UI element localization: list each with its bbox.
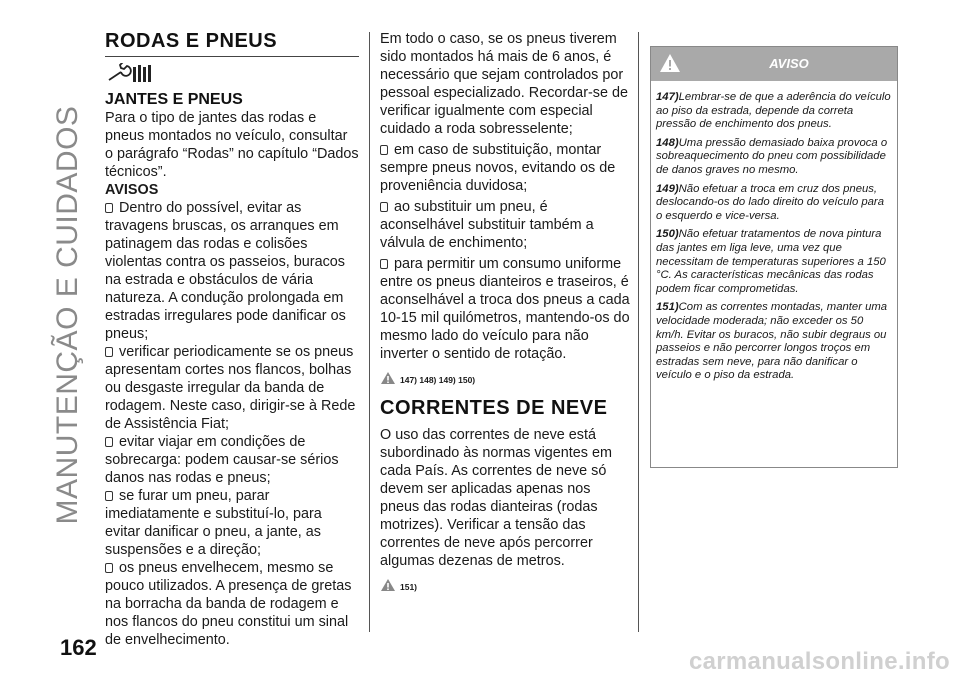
page-number: 162 — [60, 635, 97, 660]
list-item: os pneus envelhecem, mesmo se pouco utilizados. A presença de gretas na borracha da banda de rodagem e nos flancos do pneu constitui um sinal de envelhecimento. — [105, 560, 352, 648]
intro-paragraph: Para o tipo de jantes das rodas e pneus montados no veículo, consultar o parágrafo “Rodas” no capítulo “Dados técnicos”. — [105, 110, 359, 180]
column-middle — [380, 30, 630, 592]
list-item: se furar um pneu, parar imediatamente e substituí-lo, para evitar danificar o pneu, a jante, as suspensões e a direção; — [105, 488, 322, 558]
watermark: carmanualsonline.info — [688, 648, 950, 675]
list-item: em caso de substituição, montar sempre pneus novos, evitando os de proveniência duvidosa; — [380, 142, 616, 194]
section-title: RODAS E PNEUS — [105, 30, 359, 57]
bullet-icon — [105, 437, 113, 447]
column-divider — [638, 32, 639, 632]
list-item: para permitir um consumo uniforme entre os pneus dianteiros e traseiros, é aconselhável a troca dos pneus a cada 10-15 mil quilómetros, mantendo-os do mesmo lado do veículo para não inverter o sentido de rotação. — [380, 256, 630, 362]
warning-item: 147)Lembrar-se de que a aderência do veículo ao piso da estrada, depende da correta pressão de enchimento dos pneus. — [656, 91, 891, 131]
warning-triangle-icon — [380, 578, 396, 592]
warning-references: 151) — [380, 578, 630, 592]
bullet-icon — [105, 563, 113, 573]
warnings-label: AVISOS — [105, 182, 159, 198]
bullet-icon — [380, 202, 388, 212]
section-title-snow-chains: CORRENTES DE NEVE — [380, 397, 608, 419]
bullet-icon — [105, 203, 113, 213]
warning-box — [650, 46, 898, 468]
list-item: Dentro do possível, evitar as travagens bruscas, os arranques em patinagem das rodas e colisões violentas contra os passeios, buracos na estrada e obstáculos de vária natureza. A condução prolongada em estradas irregulares pode danificar os pneus; — [105, 200, 346, 342]
bullet-icon — [105, 491, 113, 501]
list-item: evitar viajar em condições de sobrecarga: podem causar-se sérios danos nas rodas e pneus; — [105, 434, 339, 486]
warning-item: 151)Com as correntes montadas, manter uma velocidade moderada; não exceder os 50 km/h. Evitar os buracos, não subir degraus ou passeios e não percorrer longos troços em estradas sem neve, para não danificar o veículo e o piso da estrada. — [656, 301, 888, 382]
warning-box-label: AVISO — [769, 56, 809, 71]
chains-paragraph: O uso das correntes de neve está subordinado às normas vigentes em cada País. As correntes de neve só devem ser aplicadas apenas nos pneus das rodas dianteiras (rodas motrizes). Verificar a tensão das correntes de neve após percorrer algumas dezenas de metros. — [380, 427, 612, 569]
column-divider — [369, 32, 370, 632]
wrench-tool-icon — [107, 63, 159, 85]
warning-box-header — [651, 47, 897, 81]
list-item: verificar periodicamente se os pneus apresentam cortes nos flancos, bolhas ou desgaste irregular da banda de rodagem. Neste caso, dirigir-se à Rede de Assistência Fiat; — [105, 344, 356, 432]
bullet-icon — [380, 145, 388, 155]
column-left — [105, 30, 359, 649]
subsection-title: JANTES E PNEUS — [105, 91, 243, 108]
warning-references: 147) 148) 149) 150) — [380, 371, 630, 385]
list-item: ao substituir um pneu, é aconselhável substituir também a válvula de enchimento; — [380, 199, 594, 251]
bullet-icon — [105, 347, 113, 357]
warning-item: 150)Não efetuar tratamentos de nova pintura das jantes em liga leve, uma vez que necessitam de temperaturas superiores a 150 °C. As características mecânicas das rodas podem ficar comprometidas. — [656, 228, 886, 295]
chapter-side-title: MANUTENÇÃO E CUIDADOS — [51, 105, 84, 525]
warning-triangle-icon — [380, 371, 396, 385]
warning-item: 148)Uma pressão demasiado baixa provoca o sobreaquecimento do pneu com possibilidade de danos graves no mesmo. — [656, 136, 888, 176]
continuation-paragraph: Em todo o caso, se os pneus tiverem sido montados há mais de 6 anos, é necessário que sejam controlados por pessoal especializado. Recordar-se de verificar igualmente com especial cuidado a roda sobresselente; — [380, 31, 628, 137]
bullet-icon — [380, 259, 388, 269]
warning-item: 149)Não efetuar a troca em cruz dos pneus, deslocando-os do lado direito do veículo para o esquerdo e vice-versa. — [656, 182, 884, 222]
